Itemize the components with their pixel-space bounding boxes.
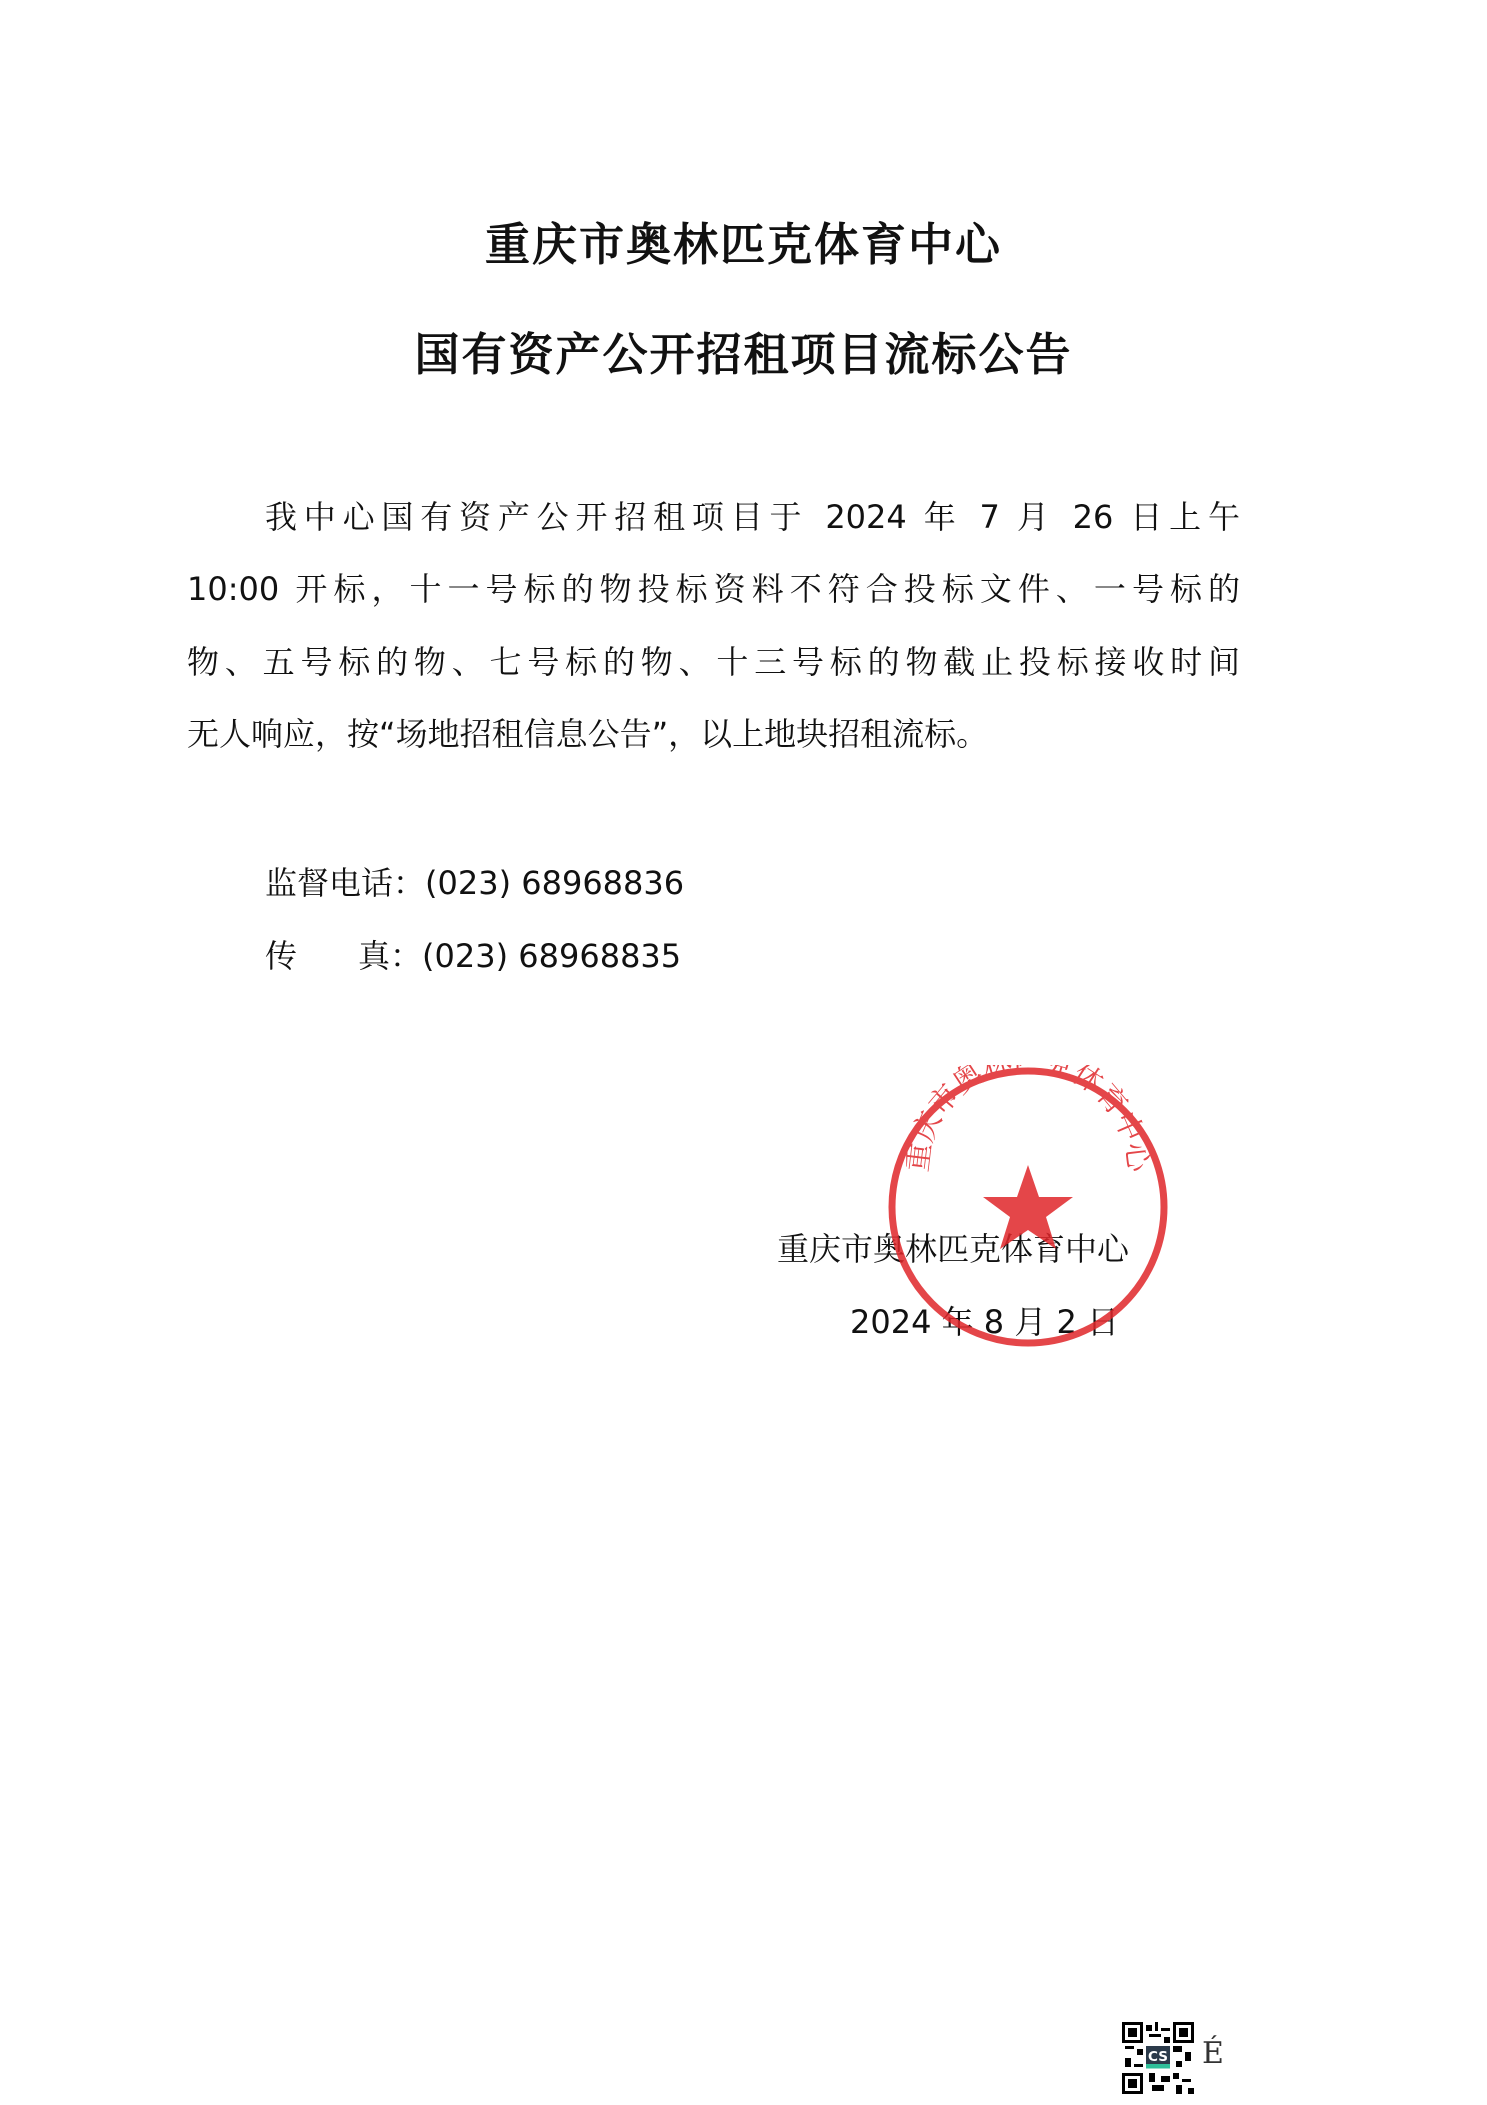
signature-date: 2024 年 8 月 2 日 bbox=[850, 1303, 1120, 1341]
star-icon bbox=[983, 1165, 1073, 1249]
qr-code bbox=[1122, 2022, 1194, 2094]
fax-label: 传 真： bbox=[265, 937, 423, 975]
title-line-1: 重庆市奥林匹克体育中心 bbox=[484, 218, 1002, 271]
seal-text: 重庆市奥 体育中心 bbox=[900, 1065, 1156, 1174]
body-line-3: 物、五号标的物、七号标的物、十三号标的物截止投标接收时间 bbox=[187, 643, 1240, 681]
phone-line bbox=[265, 858, 684, 904]
official-seal bbox=[886, 1065, 1170, 1349]
body-line-4: 无人响应，按“场地招租信息公告”，以上地块招租流标。 bbox=[187, 715, 989, 753]
signature-organization: 重庆市奥林匹克体育中心 bbox=[777, 1230, 1130, 1268]
phone-label: 监督电话： bbox=[265, 864, 426, 902]
fax-line bbox=[265, 931, 681, 977]
body-line-2: 10:00 开标，十一号标的物投标资料不符合投标文件、一号标的 bbox=[187, 570, 1240, 608]
footer-mark: É bbox=[1202, 2036, 1224, 2071]
body-line-1: 我中心国有资产公开招租项目于 2024 年 7 月 26 日上午 bbox=[265, 498, 1240, 536]
title-line-2: 国有资产公开招租项目流标公告 bbox=[414, 328, 1073, 381]
svg-text:重庆市奥林匹克体育中心 bbox=[900, 1065, 1156, 1175]
fax-number: (023) 68968835 bbox=[422, 937, 682, 975]
qr-badge: CS bbox=[1148, 2049, 1168, 2065]
phone-number: (023) 68968836 bbox=[425, 864, 685, 902]
